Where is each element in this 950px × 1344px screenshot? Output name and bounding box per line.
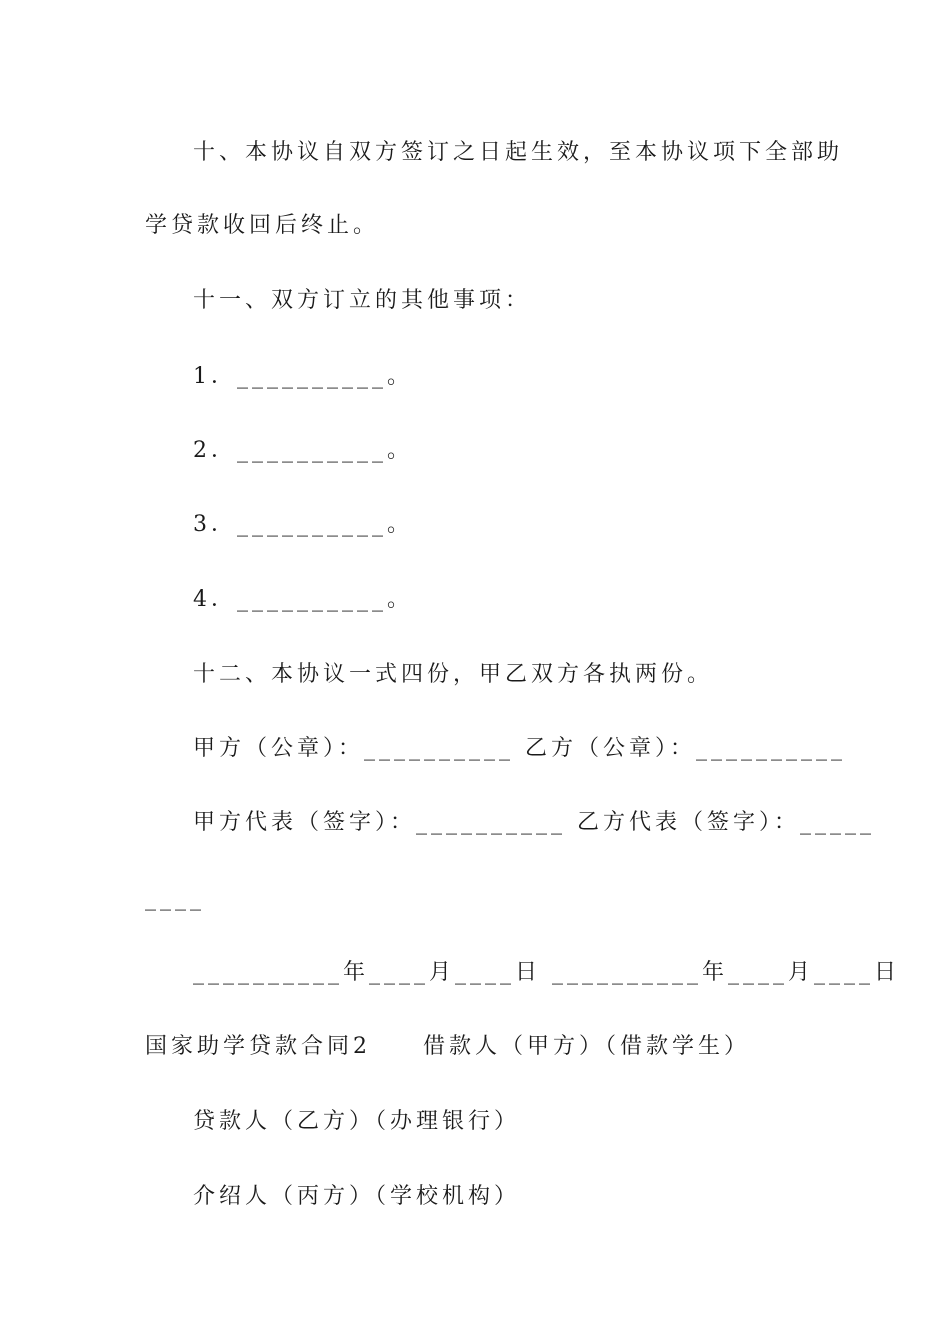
clause-10-line-1: 十、本协议自双方签订之日起生效，至本协议项下全部助 xyxy=(193,140,844,165)
contract-2-title-borrower: 国家助学贷款合同2 借款人（甲方）（借款学生） xyxy=(145,1034,750,1059)
clause-10-line-2: 学贷款收回后终止。 xyxy=(145,213,380,238)
signing-dates: __________年____月____日 __________年____月____日 xyxy=(193,960,900,985)
clause-11-item-1: 1．__________。 xyxy=(193,364,413,389)
party-representatives: 甲方代表（签字）：__________ 乙方代表（签字）：_____ xyxy=(193,810,875,835)
clause-12: 十二、本协议一式四份，甲乙双方各执两份。 xyxy=(193,662,714,687)
party-seals: 甲方（公章）：__________ 乙方（公章）：__________ xyxy=(193,736,846,761)
clause-11-item-4: 4．__________。 xyxy=(193,587,413,612)
clause-11-heading: 十一、双方订立的其他事项： xyxy=(193,288,532,313)
clause-11-item-3: 3．__________。 xyxy=(193,512,413,537)
clause-11-item-2: 2．__________。 xyxy=(193,438,413,463)
introducer-line: 介绍人（丙方）（学校机构） xyxy=(193,1184,521,1209)
lender-line: 贷款人（乙方）（办理银行） xyxy=(193,1109,521,1134)
party-representatives-continued: ____ xyxy=(145,886,205,911)
